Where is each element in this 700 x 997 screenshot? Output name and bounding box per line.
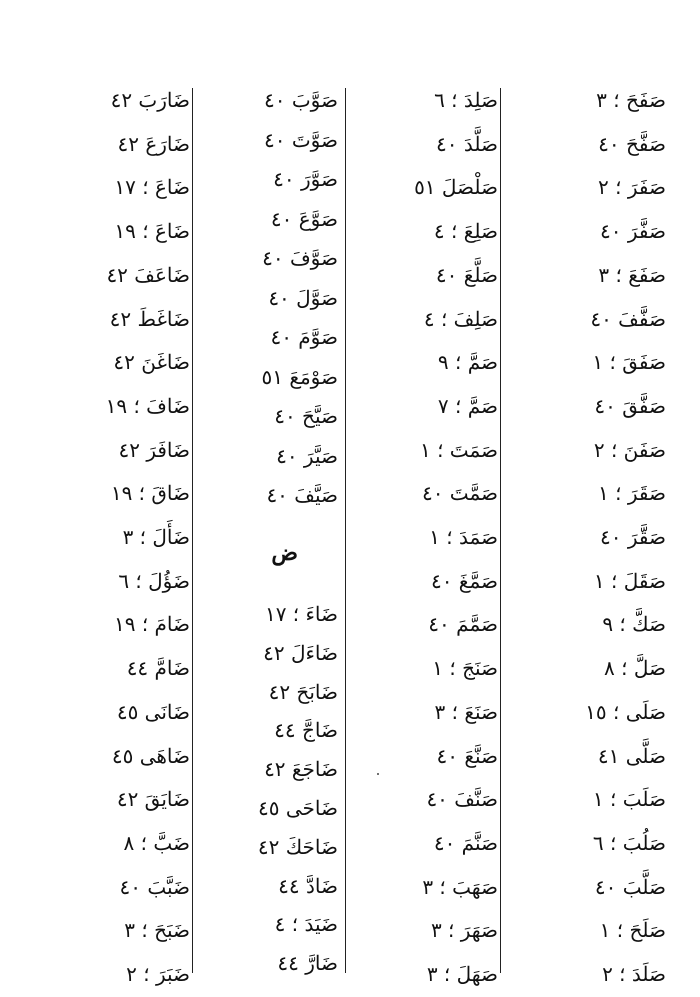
entry: صَوَّمَ ٤٠ [270, 325, 338, 349]
entry: صَلَّى ٤١ [597, 743, 666, 768]
entry: ضَارَعَ ٤٢ [117, 131, 190, 156]
entry: صَمَدَ ؛ ١ [429, 525, 498, 549]
entry: صَقَلَ ؛ ١ [593, 568, 666, 593]
stray-dot [377, 773, 379, 775]
entry: صَلُبَ ؛ ٦ [592, 830, 666, 855]
entry: ضَاجَّ ٤٤ [274, 718, 338, 743]
entry: صَيَّرَ ٤٠ [276, 443, 338, 468]
column-divider-2 [345, 88, 346, 973]
entry: ضَاعَ ؛ ١٩ [114, 219, 190, 244]
entry: صَوَّفَ ٤٠ [262, 246, 338, 270]
entry: صَلَى ؛ ١٥ [585, 699, 666, 724]
entry: ضَأَلَ ؛ ٣ [122, 525, 190, 549]
entry: ضَاحَكَ ٤٢ [257, 834, 338, 859]
entry: ضَارَبَ ٤٢ [110, 88, 190, 112]
entry: ضَايَقَ ٤٢ [116, 787, 190, 812]
entry: صَيَّحَ ٤٠ [274, 404, 338, 428]
entry: صَوَّتَ ٤٠ [264, 127, 338, 152]
entry: صَمَّغَ ٤٠ [430, 568, 498, 593]
entry: صَنَّمَ ٤٠ [433, 830, 498, 855]
entry: ضَاقَ ؛ ١٩ [110, 481, 190, 506]
entry: صَهَرَ ؛ ٣ [430, 918, 498, 943]
entry: ضَافَرَ ٤٢ [118, 437, 190, 462]
entry: ضَاهَى ٤٥ [111, 743, 190, 768]
entry: ضَاءَ ؛ ١٧ [264, 602, 338, 626]
entry: ضَاءَلَ ٤٢ [263, 640, 338, 665]
entry: ضَانَى ٤٥ [116, 699, 190, 724]
entry: صَهَبَ ؛ ٣ [422, 874, 498, 899]
entry: ضَاغَطَ ٤٢ [109, 306, 190, 331]
entry: ضَبَّبَ ٤٠ [119, 874, 190, 899]
entry: صَلَّعَ ٤٠ [435, 262, 498, 287]
entry: ضَبَرَ ؛ ٢ [126, 962, 190, 986]
entry: ضَارَّ ٤٤ [277, 951, 338, 976]
entry: صَنَّعَ ٤٠ [436, 743, 498, 768]
entry: صَنَعَ ؛ ٣ [434, 699, 498, 724]
entry: صَفَّقَ ٤٠ [594, 393, 666, 418]
entry: ضَامَ ؛ ١٩ [113, 612, 190, 637]
entry: ضَاجَعَ ٤٢ [264, 757, 338, 782]
entry: صَمَّ ؛ ٧ [437, 393, 498, 418]
entry: صَلِعَ ؛ ٤ [433, 219, 498, 244]
entry: صَلَّ ؛ ٨ [604, 656, 666, 681]
entry: صَمَّتَ ٤٠ [421, 481, 498, 506]
entry: صَلَحَ ؛ ١ [599, 918, 666, 943]
entry: صَنَجَ ؛ ١ [432, 656, 498, 681]
entry: صَوْمَعَ ٥١ [261, 364, 338, 389]
entry: ضَؤُلَ ؛ ٦ [118, 568, 190, 593]
entry: صَفَنَ ؛ ٢ [593, 437, 666, 462]
entry: ضَاعَفَ ٤٢ [106, 262, 190, 287]
entry: صَفَّرَ ٤٠ [600, 219, 666, 244]
column-divider-3 [192, 88, 193, 973]
entry: ضَبَحَ ؛ ٣ [124, 918, 190, 943]
entry: ضَافَ ؛ ١٩ [105, 393, 190, 418]
entry: صَنَّفَ ٤٠ [426, 787, 498, 812]
entry: ضَبَّ ؛ ٨ [123, 830, 190, 855]
entry: صَهَلَ ؛ ٣ [426, 962, 498, 986]
entry: صَفَّفَ ٤٠ [590, 306, 666, 331]
entry: ضَادَّ ٤٤ [278, 873, 338, 898]
entry: ضَامَّ ٤٤ [126, 656, 190, 681]
entry: صَمَّ ؛ ٩ [437, 350, 498, 375]
entry: صَلِدَ ؛ ٦ [434, 88, 498, 112]
entry: ضَابَحَ ٤٢ [268, 679, 338, 704]
column-divider-1 [500, 88, 501, 973]
entry: ضَاعَ ؛ ١٧ [114, 175, 190, 200]
entry: صَوَّبَ ٤٠ [264, 88, 338, 112]
entry: صَلَّبَ ٤٠ [594, 874, 666, 899]
entry: صَلَدَ ؛ ٢ [602, 962, 666, 986]
entry: صَكَّ ؛ ٩ [602, 612, 666, 637]
entry: صَفَعَ ؛ ٣ [598, 262, 666, 287]
entry: صَوَّلَ ٤٠ [268, 285, 338, 310]
entry: صَلْصَلَ ٥١ [414, 175, 498, 200]
section-letter: ض [271, 540, 298, 566]
entry: صَفَحَ ؛ ٣ [596, 88, 666, 112]
entry: صَمَّمَ ٤٠ [428, 612, 498, 637]
entry: صَفَرَ ؛ ٢ [598, 175, 666, 200]
entry: صَقَرَ ؛ ١ [598, 481, 666, 506]
entry: صَوَّرَ ٤٠ [273, 167, 338, 191]
entry: ضَيَدَ ؛ ٤ [274, 912, 338, 937]
entry: صَلَّدَ ٤٠ [436, 131, 498, 156]
entry: صَفَّحَ ٤٠ [598, 131, 666, 156]
entry: ضَاحَى ٤٥ [258, 796, 338, 820]
entry: صَوَّعَ ٤٠ [270, 206, 338, 231]
entry: صَلَبَ ؛ ١ [592, 787, 666, 812]
entry: صَيَّفَ ٤٠ [266, 483, 338, 507]
entry: صَلِفَ ؛ ٤ [423, 306, 498, 331]
entry: صَفَقَ ؛ ١ [592, 350, 666, 375]
entry: صَقَّرَ ٤٠ [600, 525, 666, 549]
entry: صَمَتَ ؛ ١ [419, 437, 498, 462]
entry: ضَاغَنَ ٤٢ [113, 350, 190, 375]
